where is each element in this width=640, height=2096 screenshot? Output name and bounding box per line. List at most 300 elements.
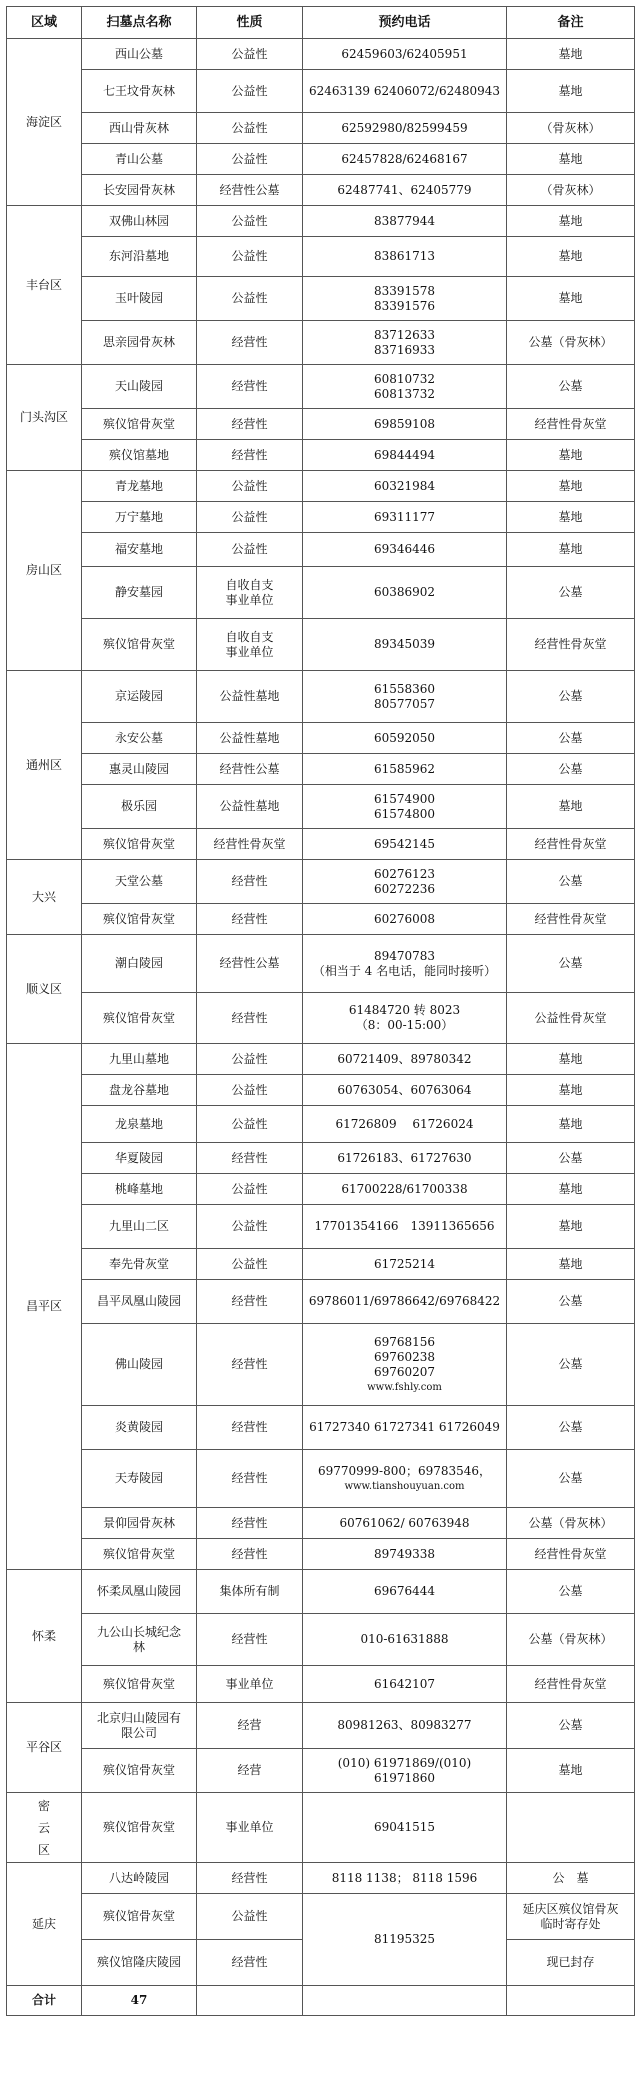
nature-cell-text: 经营性公墓: [219, 956, 280, 970]
nature-cell: [197, 502, 303, 533]
phone-cell-text: 83712633: [373, 327, 436, 342]
nature-cell: [197, 619, 303, 671]
district-cell: [7, 1793, 82, 1863]
note-cell: [507, 904, 635, 935]
phone-cell: [303, 237, 507, 277]
nature-cell: [197, 1075, 303, 1106]
table-row: [7, 829, 635, 860]
nature-cell-text: 经营性公墓: [219, 182, 280, 197]
nature-cell: [197, 321, 303, 365]
district-name: 延庆: [31, 1916, 56, 1931]
note-cell: [507, 39, 635, 70]
phone-cell: [303, 619, 507, 671]
site-name-cell: [82, 277, 197, 321]
phone-cell: [303, 144, 507, 175]
site-name-cell-text: 长安园骨灰林: [102, 182, 175, 197]
table-row: [7, 1539, 635, 1570]
note-cell: [507, 1143, 635, 1174]
table-row: [7, 206, 635, 237]
site-name-cell: [82, 175, 197, 206]
phone-cell-text: 62592980/82599459: [341, 120, 468, 135]
note-cell-text: 公墓: [558, 1471, 583, 1485]
phone-cell-text: 60272236: [373, 881, 436, 896]
site-name-cell-text: 怀柔凤凰山陵园: [96, 1584, 181, 1598]
site-name-cell: [82, 1508, 197, 1539]
phone-cell: [303, 113, 507, 144]
note-cell: [507, 1749, 635, 1793]
nature-cell-text: 公益性: [231, 46, 268, 61]
header-note: 备注: [507, 7, 635, 39]
phone-cell-text: 61727340 61727341 61726049: [309, 1420, 500, 1434]
phone-cell-text: 80577057: [373, 696, 436, 711]
site-name-cell-text: 极乐园: [120, 799, 157, 813]
nature-cell-text: 自收自支: [225, 577, 274, 592]
note-cell: [507, 1539, 635, 1570]
note-cell-text: 延庆区殡仪馆骨灰: [522, 1901, 619, 1916]
site-name-cell: [82, 1570, 197, 1614]
nature-cell-text: 公益性墓地: [219, 689, 280, 703]
note-cell: [507, 1044, 635, 1075]
note-cell: [507, 175, 635, 206]
site-name-cell: [82, 502, 197, 533]
table-row: [7, 440, 635, 471]
note-cell: [507, 723, 635, 754]
site-name-cell-text: 西山骨灰林: [108, 120, 169, 135]
site-name-cell: [82, 860, 197, 904]
phone-cell-text: 61585962: [373, 761, 436, 776]
site-name-cell: [82, 1703, 197, 1749]
nature-cell-text: 经营性: [231, 1955, 268, 1969]
phone-cell-text: 69311177: [373, 509, 436, 524]
site-name-cell: [82, 1894, 197, 1940]
site-name-cell: [82, 1044, 197, 1075]
note-cell-text: 墓地: [558, 83, 583, 98]
phone-cell-text: 60763054、60763064: [337, 1082, 472, 1097]
nature-cell-text: 经营性: [231, 416, 268, 431]
nature-cell: [197, 1324, 303, 1406]
district-name-char: 云: [37, 1820, 50, 1835]
phone-cell: [303, 1324, 507, 1406]
phone-cell: [303, 1450, 507, 1508]
table-row: [7, 1324, 635, 1406]
phone-cell: [303, 1539, 507, 1570]
note-cell: [507, 206, 635, 237]
table-row: [7, 1749, 635, 1793]
nature-cell: [197, 1793, 303, 1863]
table-row: [7, 1406, 635, 1450]
note-cell: [507, 1666, 635, 1703]
site-name-cell-text: 思亲园骨灰林: [102, 335, 175, 349]
table-row: [7, 860, 635, 904]
district-cell: [7, 935, 82, 1044]
phone-cell: [303, 1174, 507, 1205]
site-name-cell-text: 惠灵山陵园: [108, 761, 169, 776]
site-name-cell: [82, 113, 197, 144]
header-district: 区域: [7, 7, 82, 39]
site-name-cell-text: 静安墓园: [114, 585, 163, 599]
nature-cell: [197, 567, 303, 619]
phone-cell-text: 89345039: [373, 637, 436, 651]
phone-cell-text: 61700228/61700338: [341, 1181, 468, 1196]
nature-cell: [197, 1894, 303, 1940]
note-cell-text: 经营性骨灰堂: [534, 836, 607, 851]
table-row: [7, 1249, 635, 1280]
note-cell: [507, 1570, 635, 1614]
site-name-cell: [82, 1940, 197, 1986]
note-cell: [507, 1894, 635, 1940]
phone-cell: [303, 502, 507, 533]
note-cell: [507, 829, 635, 860]
note-cell-text: 经营性骨灰堂: [534, 637, 607, 651]
site-name-cell-text: 景仰园骨灰林: [102, 1515, 175, 1530]
table-row: [7, 175, 635, 206]
nature-cell: [197, 1450, 303, 1508]
nature-cell-text: 公益性: [231, 120, 268, 135]
nature-cell: [197, 277, 303, 321]
nature-cell-text: 经营性: [231, 447, 268, 462]
table-row: [7, 1666, 635, 1703]
nature-cell: [197, 1666, 303, 1703]
phone-cell-text: 61642107: [373, 1676, 436, 1691]
table-row: [7, 754, 635, 785]
nature-cell: [197, 237, 303, 277]
phone-cell-text: 83861713: [373, 249, 436, 263]
nature-cell: [197, 860, 303, 904]
phone-cell-text: 69770999-800；69783546，: [317, 1463, 492, 1478]
nature-cell: [197, 1143, 303, 1174]
site-name-cell: [82, 365, 197, 409]
site-name-cell-text: 双佛山林园: [108, 213, 169, 228]
site-name-cell-text: 玉叶陵园: [114, 291, 163, 305]
site-name-cell: [82, 1406, 197, 1450]
site-name-cell-text: 青山公墓: [114, 151, 163, 166]
table-row: [7, 567, 635, 619]
table-row: [7, 1570, 635, 1614]
note-cell-text: 经营性骨灰堂: [534, 416, 607, 431]
nature-cell-text: 经营性: [231, 911, 268, 926]
site-name-cell: [82, 1249, 197, 1280]
site-name-cell-text: 殡仪馆骨灰堂: [102, 1763, 175, 1777]
total-count: 47: [82, 1986, 197, 2016]
nature-cell: [197, 1570, 303, 1614]
phone-cell-text: 69676444: [373, 1584, 436, 1598]
table-row: [7, 1508, 635, 1539]
phone-cell-text: 62463139 62406072/62480943: [308, 83, 501, 98]
note-cell: [507, 567, 635, 619]
table-row: [7, 904, 635, 935]
nature-cell-text: 经营性骨灰堂: [213, 836, 286, 851]
nature-cell-text: 公益性: [231, 1051, 268, 1066]
phone-cell: [303, 1614, 507, 1666]
phone-cell: [303, 723, 507, 754]
note-cell-text: 公墓: [558, 1357, 583, 1371]
table-row: [7, 1793, 635, 1863]
table-row: [7, 993, 635, 1044]
nature-cell: [197, 1614, 303, 1666]
note-cell-text: 公墓（骨灰林）: [528, 335, 613, 349]
district-name: 平谷区: [25, 1740, 62, 1754]
phone-cell: [303, 1749, 507, 1793]
district-name: 丰台区: [25, 277, 62, 292]
total-row: [7, 1986, 635, 2016]
nature-cell-text: 经营性: [231, 1010, 268, 1025]
site-name-cell: [82, 1539, 197, 1570]
phone-cell-text: 61726809 61726024: [335, 1116, 474, 1131]
note-cell-text: 经营性骨灰堂: [534, 1546, 607, 1561]
table-row: [7, 533, 635, 567]
nature-cell-text: 公益性: [231, 1909, 268, 1923]
note-cell: [507, 1793, 635, 1863]
district-name: 顺义区: [25, 981, 62, 996]
phone-cell-text: 89470783: [373, 948, 436, 963]
site-name-cell-text: 昌平凤凰山陵园: [96, 1294, 181, 1308]
nature-cell: [197, 1508, 303, 1539]
phone-cell-text: （相当于 4 名电话，能同时接听）: [312, 963, 497, 978]
district-cell: [7, 206, 82, 365]
note-cell-text: 墓地: [558, 1051, 583, 1066]
table-row: [7, 1280, 635, 1324]
nature-cell-text: 经营性: [231, 874, 268, 888]
phone-cell: [303, 829, 507, 860]
header-site-name: 扫墓点名称: [82, 7, 197, 39]
site-name-cell: [82, 1280, 197, 1324]
table-row: [7, 1614, 635, 1666]
nature-cell-text: 公益性: [231, 1181, 268, 1196]
note-cell: [507, 533, 635, 567]
site-name-cell: [82, 70, 197, 113]
table-row: [7, 1143, 635, 1174]
nature-cell: [197, 440, 303, 471]
nature-cell-text: 经营性公墓: [219, 761, 280, 776]
site-name-cell-text: 殡仪馆骨灰堂: [102, 1676, 175, 1691]
nature-cell-text: 集体所有制: [219, 1584, 280, 1598]
nature-cell-text: 经营性: [231, 1357, 268, 1371]
site-name-cell-text: 殡仪馆骨灰堂: [102, 1010, 175, 1025]
phone-cell: [303, 993, 507, 1044]
nature-cell: [197, 1749, 303, 1793]
site-name-cell-text: 天堂公墓: [114, 874, 163, 888]
site-name-cell-text: 九公山长城纪念: [96, 1624, 181, 1639]
district-name: 门头沟区: [19, 410, 68, 424]
district-name: 昌平区: [25, 1299, 62, 1313]
phone-cell-text: 89749338: [373, 1546, 436, 1561]
note-cell: [507, 1614, 635, 1666]
phone-cell: [303, 1075, 507, 1106]
nature-cell: [197, 1940, 303, 1986]
nature-cell: [197, 671, 303, 723]
table-row: [7, 321, 635, 365]
nature-cell-text: 公益性: [231, 291, 268, 305]
nature-cell: [197, 409, 303, 440]
table-row: [7, 1894, 635, 1940]
site-name-cell: [82, 1614, 197, 1666]
phone-cell: [303, 409, 507, 440]
total-label: 合计: [7, 1986, 82, 2016]
site-name-cell-text: 青龙墓地: [114, 478, 163, 493]
note-cell-text: 墓地: [558, 509, 583, 524]
phone-cell-text: 69760207: [373, 1364, 436, 1379]
phone-cell: [303, 904, 507, 935]
note-cell: [507, 1863, 635, 1894]
nature-cell-text: 事业单位: [225, 1676, 274, 1691]
note-cell-text: 墓地: [558, 1116, 583, 1131]
site-name-cell: [82, 1793, 197, 1863]
note-cell-text: 经营性骨灰堂: [534, 911, 607, 926]
phone-cell-text: 60813732: [373, 386, 436, 401]
table-row: [7, 409, 635, 440]
nature-cell-text: 公益性: [231, 83, 268, 98]
site-name-cell-text: 天寿陵园: [114, 1471, 163, 1485]
note-cell: [507, 321, 635, 365]
nature-cell: [197, 829, 303, 860]
site-name-cell-text: 华夏陵园: [114, 1150, 163, 1165]
phone-cell: [303, 754, 507, 785]
phone-cell-text: 83877944: [373, 213, 436, 228]
nature-cell-text: 自收自支: [225, 629, 274, 644]
site-name-cell-text: 龙泉墓地: [114, 1116, 163, 1131]
phone-cell-text: 62457828/62468167: [341, 151, 468, 166]
phone-cell: [303, 1280, 507, 1324]
phone-cell-text: 60321984: [373, 478, 436, 493]
site-name-cell-text: 殡仪馆骨灰堂: [102, 1909, 175, 1923]
site-name-cell: [82, 1143, 197, 1174]
site-name-cell: [82, 144, 197, 175]
phone-cell-text: （8：00-15:00）: [355, 1018, 454, 1032]
note-cell: [507, 1174, 635, 1205]
note-cell: [507, 144, 635, 175]
note-cell-text: 墓地: [558, 1256, 583, 1271]
phone-cell-text: 80981263、80983277: [337, 1718, 472, 1732]
site-name-cell: [82, 904, 197, 935]
table-row: [7, 70, 635, 113]
table-row: [7, 1450, 635, 1508]
note-cell: [507, 1940, 635, 1986]
phone-cell: [303, 471, 507, 502]
site-name-cell: [82, 829, 197, 860]
nature-cell-text: 公益性: [231, 542, 268, 556]
table-row: [7, 1075, 635, 1106]
phone-cell-text: 61726183、61727630: [337, 1150, 472, 1165]
nature-cell: [197, 1106, 303, 1143]
note-cell-text: 现已封存: [546, 1955, 595, 1969]
site-name-cell-text: 盘龙谷墓地: [108, 1082, 169, 1097]
phone-cell-text: 60276008: [373, 911, 436, 926]
note-cell-text: 公墓: [558, 379, 583, 393]
total-empty-cell: [303, 1986, 507, 2016]
table-row: [7, 935, 635, 993]
phone-cell-text: 60761062/ 60763948: [339, 1515, 470, 1530]
note-cell: [507, 440, 635, 471]
site-name-cell: [82, 1450, 197, 1508]
site-name-cell: [82, 671, 197, 723]
district-name-char: 区: [37, 1842, 50, 1857]
site-name-cell-text: 殡仪馆骨灰堂: [102, 1820, 175, 1834]
site-name-cell-text: 殡仪馆隆庆陵园: [96, 1955, 181, 1969]
nature-cell: [197, 1044, 303, 1075]
note-cell-text: 墓地: [558, 151, 583, 166]
nature-cell: [197, 206, 303, 237]
phone-cell-text: 69346446: [373, 542, 436, 556]
note-cell: [507, 619, 635, 671]
nature-cell: [197, 1539, 303, 1570]
note-cell: [507, 1106, 635, 1143]
table-row: [7, 39, 635, 70]
note-cell: [507, 1249, 635, 1280]
table-row: [7, 1863, 635, 1894]
note-cell: [507, 785, 635, 829]
site-name-cell: [82, 1666, 197, 1703]
note-cell: [507, 935, 635, 993]
note-cell: [507, 502, 635, 533]
phone-cell-text: 83716933: [373, 342, 436, 357]
phone-cell-text: 81195325: [373, 1932, 436, 1946]
nature-cell-text: 公益性: [231, 1116, 268, 1131]
nature-cell-text: 经营: [237, 1718, 262, 1732]
phone-cell: [303, 1863, 507, 1894]
district-name: 房山区: [25, 563, 62, 577]
site-name-cell: [82, 237, 197, 277]
note-cell-text: 公墓（骨灰林）: [528, 1632, 613, 1646]
phone-cell-text: 61574800: [373, 806, 436, 821]
nature-cell: [197, 785, 303, 829]
phone-cell-text: www.tianshouyuan.com: [344, 1480, 465, 1492]
nature-cell-text: 经营性: [231, 1632, 268, 1646]
site-name-cell-text: 八达岭陵园: [108, 1870, 169, 1885]
nature-cell: [197, 1406, 303, 1450]
site-name-cell: [82, 1106, 197, 1143]
table-row: [7, 277, 635, 321]
district-name: 大兴: [31, 889, 56, 904]
table-row: [7, 619, 635, 671]
district-cell: [7, 1570, 82, 1703]
phone-cell-text: 69542145: [373, 836, 436, 851]
site-name-cell-text: 福安墓地: [114, 542, 163, 556]
site-name-cell-text: 九里山二区: [108, 1219, 169, 1233]
nature-cell: [197, 365, 303, 409]
note-cell: [507, 1280, 635, 1324]
site-name-cell-text: 潮白陵园: [114, 956, 163, 970]
phone-cell: [303, 1205, 507, 1249]
site-name-cell-text: 炎黄陵园: [114, 1420, 163, 1434]
site-name-cell-text: 京运陵园: [114, 689, 163, 703]
district-cell: [7, 471, 82, 671]
nature-cell-text: 公益性: [231, 1219, 268, 1233]
nature-cell-text: 经营性: [231, 379, 268, 393]
table-row: [7, 785, 635, 829]
phone-cell-text: 60276123: [373, 866, 436, 881]
note-cell: [507, 277, 635, 321]
note-cell: [507, 1703, 635, 1749]
site-name-cell: [82, 533, 197, 567]
district-cell: [7, 1863, 82, 1986]
site-name-cell-text: 永安公墓: [114, 730, 163, 745]
phone-cell: [303, 860, 507, 904]
site-name-cell-text: 奉先骨灰堂: [108, 1256, 169, 1271]
site-name-cell-text: 限公司: [120, 1725, 157, 1740]
nature-cell-text: 经营性: [231, 1471, 268, 1485]
phone-cell: [303, 1106, 507, 1143]
note-cell-text: 墓地: [558, 213, 583, 228]
district-name: 通州区: [25, 757, 62, 772]
phone-cell: [303, 1570, 507, 1614]
site-name-cell: [82, 1749, 197, 1793]
nature-cell-text: 经营性: [231, 1150, 268, 1165]
nature-cell-text: 经营性: [231, 1294, 268, 1308]
site-name-cell-text: 殡仪馆骨灰堂: [102, 836, 175, 851]
site-name-cell-text: 殡仪馆骨灰堂: [102, 637, 175, 651]
site-name-cell-text: 七王坟骨灰林: [102, 83, 175, 98]
table-row: [7, 113, 635, 144]
